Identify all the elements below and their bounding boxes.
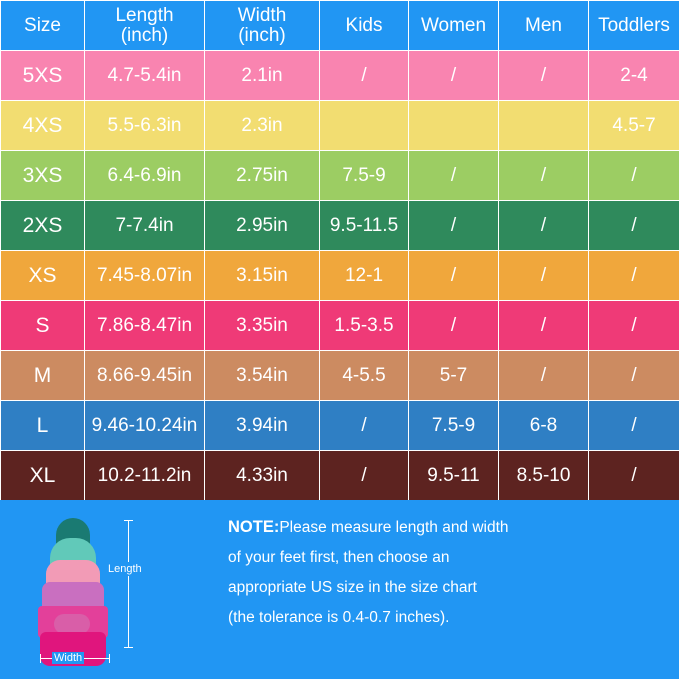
cell-length: 7.86-8.47in — [85, 301, 205, 351]
cell-kids: / — [320, 451, 409, 501]
note-text — [228, 512, 668, 633]
cell-toddlers: / — [589, 351, 679, 401]
table-row — [1, 351, 679, 401]
cell-women: / — [409, 301, 499, 351]
length-measure-label: Length — [105, 562, 145, 576]
table-row — [1, 151, 679, 201]
cell-kids: 12-1 — [320, 251, 409, 301]
note-label: NOTE: — [228, 518, 280, 536]
table-row — [1, 101, 679, 151]
table-row — [1, 451, 679, 501]
header-line1: Kids — [345, 14, 383, 36]
cell-size: S — [1, 301, 85, 351]
cell-size: XL — [1, 451, 85, 501]
fin-diagram — [0, 500, 228, 679]
length-measure-line — [128, 520, 129, 648]
note-panel — [0, 500, 679, 679]
cell-women: / — [409, 51, 499, 101]
cell-size: M — [1, 351, 85, 401]
cell-kids: 7.5-9 — [320, 151, 409, 201]
cell-kids: 9.5-11.5 — [320, 201, 409, 251]
cell-size: 3XS — [1, 151, 85, 201]
column-header-size — [1, 1, 85, 51]
note-line-4: (the tolerance is 0.4-0.7 inches). — [228, 609, 450, 626]
cell-width: 2.1in — [205, 51, 320, 101]
header-line1: Length — [115, 4, 174, 26]
cell-women: 7.5-9 — [409, 401, 499, 451]
column-header-women — [409, 1, 499, 51]
cell-men: / — [499, 201, 589, 251]
table-body — [1, 51, 679, 501]
cell-size: 2XS — [1, 201, 85, 251]
cell-kids: / — [320, 401, 409, 451]
cell-length: 6.4-6.9in — [85, 151, 205, 201]
cell-size: 5XS — [1, 51, 85, 101]
cell-length: 4.7-5.4in — [85, 51, 205, 101]
column-header-kids — [320, 1, 409, 51]
fin-foot-opening — [54, 614, 90, 634]
cell-width: 3.15in — [205, 251, 320, 301]
header-row — [1, 1, 679, 51]
table-row — [1, 251, 679, 301]
table-row — [1, 401, 679, 451]
cell-kids — [320, 101, 409, 151]
cell-toddlers: 2-4 — [589, 51, 679, 101]
table-row — [1, 301, 679, 351]
cell-men: 6-8 — [499, 401, 589, 451]
note-line-2: of your feet first, then choose an — [228, 549, 450, 566]
cell-width: 3.94in — [205, 401, 320, 451]
column-header-toddlers — [589, 1, 679, 51]
cell-length: 7.45-8.07in — [85, 251, 205, 301]
cell-men: / — [499, 151, 589, 201]
column-header-length — [85, 1, 205, 51]
table-row — [1, 201, 679, 251]
note-line-1 — [228, 512, 668, 543]
table-header — [1, 1, 679, 51]
cell-women: / — [409, 201, 499, 251]
header-line1: Width — [237, 4, 287, 26]
cell-length: 7-7.4in — [85, 201, 205, 251]
cell-men: / — [499, 301, 589, 351]
cell-toddlers: / — [589, 301, 679, 351]
cell-width: 2.3in — [205, 101, 320, 151]
header-line1: Men — [525, 14, 562, 36]
note-line-3: appropriate US size in the size chart — [228, 579, 477, 596]
cell-women: / — [409, 251, 499, 301]
cell-men: 8.5-10 — [499, 451, 589, 501]
cell-length: 5.5-6.3in — [85, 101, 205, 151]
header-line1: Women — [420, 14, 487, 36]
cell-size: XS — [1, 251, 85, 301]
cell-width: 4.33in — [205, 451, 320, 501]
cell-width: 3.54in — [205, 351, 320, 401]
cell-men: / — [499, 251, 589, 301]
cell-toddlers: 4.5-7 — [589, 101, 679, 151]
width-measure-label: Width — [54, 652, 83, 664]
cell-toddlers: / — [589, 151, 679, 201]
cell-kids: 4-5.5 — [320, 351, 409, 401]
cell-size: L — [1, 401, 85, 451]
cell-women: / — [409, 151, 499, 201]
table-row — [1, 51, 679, 101]
cell-kids: / — [320, 51, 409, 101]
cell-toddlers: / — [589, 201, 679, 251]
cell-women: 9.5-11 — [409, 451, 499, 501]
header-line2: (inch) — [120, 24, 169, 46]
cell-size: 4XS — [1, 101, 85, 151]
cell-length: 9.46-10.24in — [85, 401, 205, 451]
cell-men: / — [499, 51, 589, 101]
column-header-width — [205, 1, 320, 51]
header-line1: Size — [24, 14, 61, 36]
cell-women — [409, 101, 499, 151]
cell-width: 2.75in — [205, 151, 320, 201]
header-line2: (inch) — [238, 24, 286, 46]
cell-men: / — [499, 351, 589, 401]
cell-length: 8.66-9.45in — [85, 351, 205, 401]
note-line1-text: Please measure length and width — [279, 519, 509, 536]
cell-toddlers: / — [589, 451, 679, 501]
cell-women: 5-7 — [409, 351, 499, 401]
header-line1: Toddlers — [598, 14, 670, 36]
cell-toddlers: / — [589, 401, 679, 451]
cell-width: 2.95in — [205, 201, 320, 251]
cell-width: 3.35in — [205, 301, 320, 351]
cell-men — [499, 101, 589, 151]
cell-length: 10.2-11.2in — [85, 451, 205, 501]
cell-toddlers: / — [589, 251, 679, 301]
column-header-men — [499, 1, 589, 51]
swim-fin-illustration — [38, 518, 110, 668]
cell-kids: 1.5-3.5 — [320, 301, 409, 351]
